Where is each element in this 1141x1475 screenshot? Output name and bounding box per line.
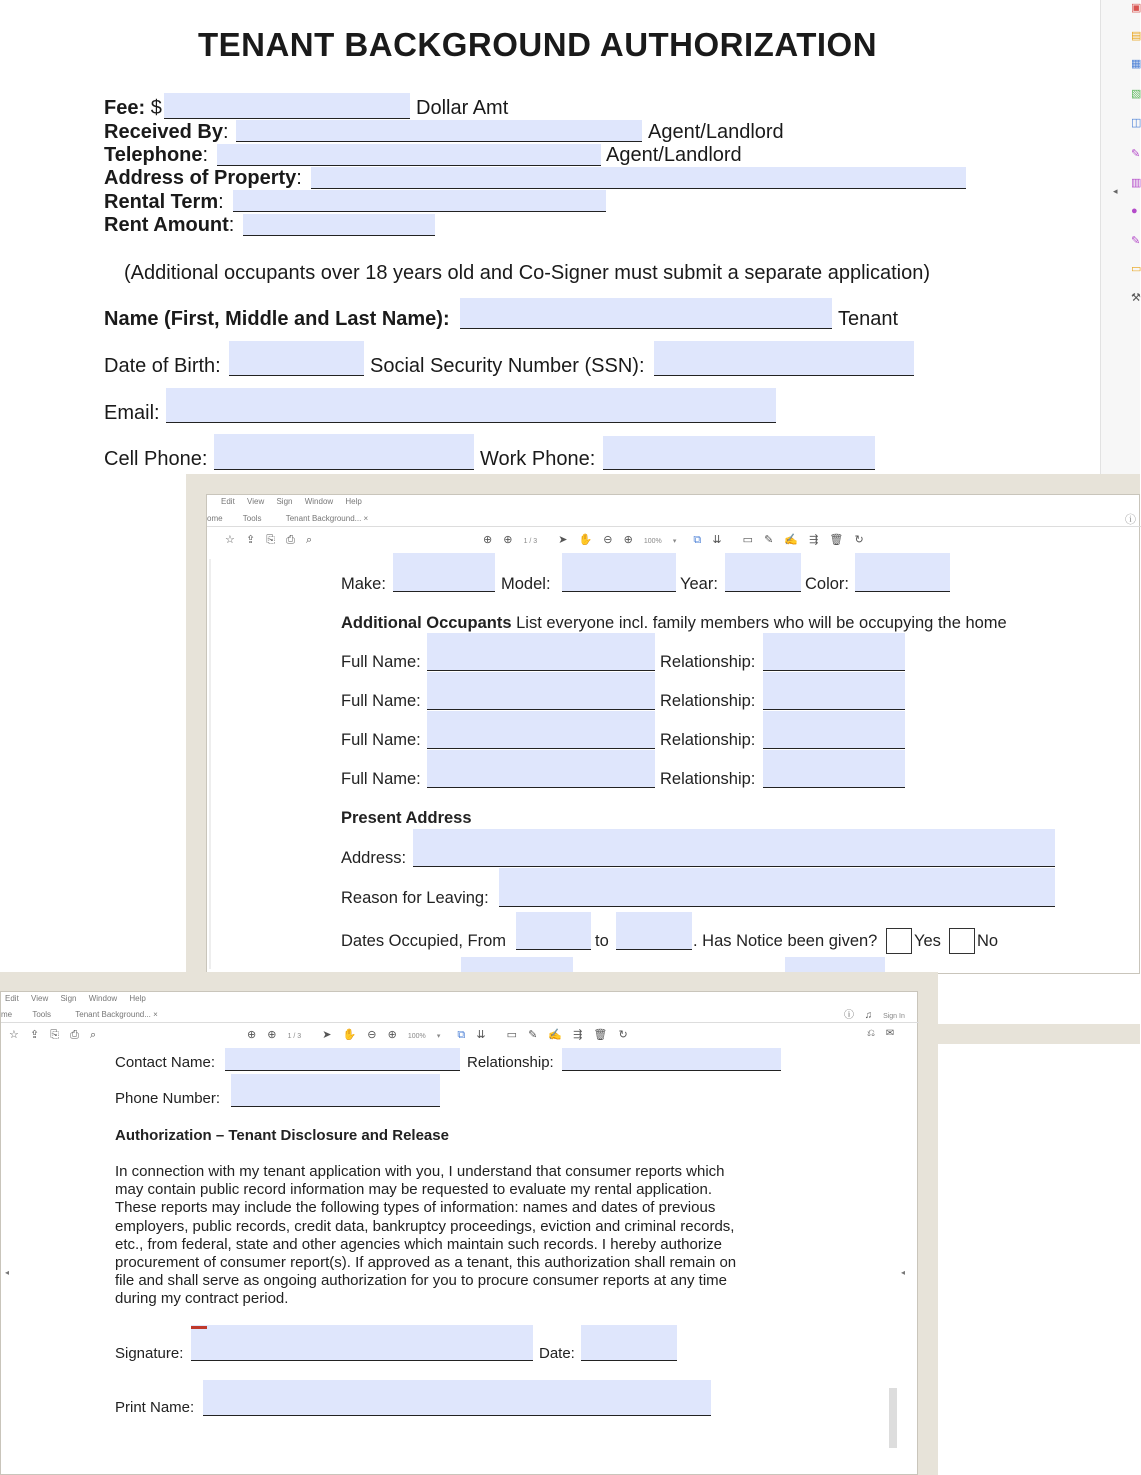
page-indicator[interactable]: 1 / 3 [523,538,538,545]
telephone-label: Telephone: [104,144,209,166]
menu-help[interactable]: Help [129,994,146,1003]
hand-tool-icon[interactable]: ✋ [342,1029,357,1041]
zoom-level[interactable]: 100% [407,1033,426,1040]
pen-icon[interactable]: ✎ [764,534,774,546]
occupant-relationship-label: Relationship: [660,731,756,749]
help-icon[interactable]: ⓘ [1125,514,1136,526]
tenant-name-label: Name (First, Middle and Last Name): [104,308,450,330]
menu-window[interactable]: Window [304,497,334,506]
comment-tool-icon[interactable]: ▭ [742,534,754,546]
window3 [0,991,918,1475]
year-label: Year: [680,575,718,593]
share-icon[interactable]: ⇶ [573,1029,583,1041]
bell-icon[interactable]: ♫ [864,1010,873,1021]
send-icon[interactable]: ● [1131,205,1138,217]
fee-field[interactable] [164,93,410,119]
contact-name-label: Contact Name: [115,1054,216,1071]
occupant-relationship-label: Relationship: [660,653,756,671]
collapse-left-icon[interactable]: ◂ [5,1268,10,1277]
page-title: TENANT BACKGROUND AUTHORIZATION [197,26,878,63]
delete-icon[interactable]: 🗑 [829,534,844,546]
occupant-relationship-field[interactable] [763,672,905,710]
rotate-icon[interactable]: ↻ [618,1029,628,1041]
zoom-level[interactable]: 100% [643,538,662,545]
color-label: Color: [805,575,850,593]
zoom-dropdown-icon[interactable]: ▾ [436,1033,441,1040]
fee-suffix: Dollar Amt [416,97,509,119]
fee-label: Fee: $ [104,97,162,119]
occupant-relationship-label: Relationship: [660,770,756,788]
additional-occupants-note: (Additional occupants over 18 years old and Co-Signer must submit a separate application) [124,262,930,284]
zoom-out-icon[interactable]: ⊖ [367,1029,377,1041]
telephone-field[interactable] [217,144,601,166]
no-checkbox[interactable] [949,928,975,954]
window2-nav-toolbar [483,533,872,547]
auth-line: during my contract period. [115,1290,289,1308]
delete-icon[interactable]: 🗑 [593,1029,608,1041]
collapse-panel-icon[interactable]: ◂ [1113,186,1118,196]
occupant-name-field[interactable] [427,672,655,710]
date-to-field[interactable] [616,912,692,950]
print-icon[interactable]: ⎙ [286,534,295,546]
no-label: No [977,932,999,950]
occupant-name-label: Full Name: [341,770,421,788]
occupant-name-field[interactable] [427,711,655,749]
fit-page-icon[interactable]: ⧉ [693,534,702,546]
address-of-property-label: Address of Property: [104,167,302,189]
occupant-name-field[interactable] [427,750,655,788]
zoom-dropdown-icon[interactable]: ▾ [672,538,677,545]
tab-home[interactable]: me [1,1010,13,1019]
print-name-label: Print Name: [115,1399,195,1416]
ssn-field[interactable] [654,341,914,376]
help-icon[interactable]: ⓘ [844,1010,854,1021]
window3-left-toolbar [9,1028,104,1042]
zoom-out-icon[interactable]: ⊖ [603,534,613,546]
occupant-name-label: Full Name: [341,731,421,749]
tenant-suffix: Tenant [838,308,899,330]
next-page-icon[interactable]: ⊕ [267,1029,277,1041]
star-icon[interactable]: ☆ [225,534,235,546]
collapse-right-icon[interactable]: ◂ [901,1268,906,1277]
rental-term-label: Rental Term: [104,191,224,213]
menu-sign[interactable]: Sign [60,994,77,1003]
scroll-mode-icon[interactable]: ⇊ [476,1029,486,1041]
print-name-field[interactable] [203,1380,711,1416]
page-indicator[interactable]: 1 / 3 [287,1033,302,1040]
select-tool-icon[interactable]: ➤ [558,534,568,546]
to-label: to [595,932,609,950]
cell-phone-label: Cell Phone: [104,448,208,470]
window2-bottom-frame [938,1024,1140,1044]
tab-document[interactable]: Tenant Background... × [75,1010,158,1019]
upload-icon[interactable]: ⇪ [245,534,256,546]
auth-line: In connection with my tenant application with you, I understand that consumer reports which [115,1163,725,1180]
work-phone-label: Work Phone: [480,448,596,470]
menu-sign[interactable]: Sign [276,497,293,506]
mail-icon[interactable]: ✉ [885,1028,895,1039]
tab-tools[interactable]: Tools [32,1010,52,1019]
signature-label: Signature: [115,1345,184,1362]
prev-page-icon[interactable]: ⊕ [247,1029,257,1041]
auth-line: etc., from federal, state and other agencies which maintain such records. I hereby authorize [115,1235,722,1253]
occupant-name-field[interactable] [427,633,655,671]
share-link-icon[interactable]: ⎌ [867,1028,875,1039]
zoom-in-icon[interactable]: ⊕ [387,1029,397,1041]
occupant-name-label: Full Name: [341,653,421,671]
menu-edit[interactable]: Edit [221,497,235,506]
window2-left-edge [209,559,211,969]
star-icon[interactable]: ☆ [9,1029,19,1041]
next-page-icon[interactable]: ⊕ [503,534,513,546]
auth-line: may contain public record information may be requested to evaluate my rental application. [115,1181,712,1199]
right-tools-panel [1100,0,1140,476]
edit-pdf-icon[interactable]: ▧ [1131,88,1141,100]
email-field[interactable] [166,388,776,423]
prev-page-icon[interactable]: ⊕ [483,534,493,546]
more-tools-icon[interactable]: ▭ [1131,263,1141,275]
share-icon[interactable]: ⇶ [809,534,819,546]
tabbar-divider [207,526,1141,527]
dob-label: Date of Birth: [104,355,221,377]
authorization-heading: Authorization – Tenant Disclosure and Release [115,1127,449,1144]
make-field[interactable] [393,553,495,592]
notice-given-label: . Has Notice been given? [693,932,878,950]
model-label: Model: [501,575,551,593]
window2 [206,494,1140,974]
menu-help[interactable]: Help [345,497,362,506]
zoom-in-icon[interactable]: ⊕ [623,534,633,546]
dates-occupied-label: Dates Occupied, From [341,932,507,950]
received-by-field[interactable] [236,120,642,142]
occupant-relationship-field[interactable] [763,633,905,671]
dob-field[interactable] [229,341,364,376]
tab-document[interactable]: Tenant Background... × [285,514,369,523]
highlight-icon[interactable]: ✍ [784,534,799,546]
contact-name-field[interactable] [225,1048,460,1071]
auth-line: employers, public records, credit data, bankruptcy proceedings, eviction and criminal records, [115,1217,735,1235]
menu-edit[interactable]: Edit [5,994,19,1003]
comment-icon[interactable]: ▤ [1131,30,1141,42]
authorization-text [115,1163,775,1309]
tab-tools[interactable]: Tools [242,514,262,523]
comment-tool-icon[interactable]: ▭ [506,1029,518,1041]
ssn-label: Social Security Number (SSN): [370,355,645,377]
fill-sign-icon[interactable]: ✎ [1131,148,1141,160]
wrench-icon[interactable]: ⚒ [1131,292,1141,304]
search-icon[interactable]: ⌕ [305,534,313,546]
email-label: Email: [104,402,160,424]
yes-checkbox[interactable] [886,928,912,954]
tenant-name-field[interactable] [460,298,832,329]
window3-menubar [5,994,156,1003]
fit-page-icon[interactable]: ⧉ [457,1029,466,1041]
protect-icon[interactable]: ▥ [1131,177,1141,189]
occupant-relationship-field[interactable] [763,750,905,788]
window3-share-tools [867,1028,902,1039]
scroll-mode-icon[interactable]: ⇊ [712,534,722,546]
window2-menubar [221,497,372,506]
save-icon[interactable]: ⎘ [266,534,276,546]
window2-tabbar [207,514,378,523]
received-by-label: Received By: [104,121,229,143]
reason-for-leaving-field[interactable] [499,868,1055,907]
work-phone-field[interactable] [603,436,875,470]
tabbar-divider [1,1022,919,1023]
model-field[interactable] [562,553,676,592]
auth-line: file and shall serve as ongoing authorization for you to procure consumer reports at any time [115,1272,727,1290]
occupant-relationship-field[interactable] [763,711,905,749]
received-by-suffix: Agent/Landlord [648,121,784,143]
occupant-name-label: Full Name: [341,692,421,710]
pen-icon[interactable]: ✎ [528,1029,538,1041]
address-field[interactable] [413,829,1055,867]
upload-icon[interactable]: ⇪ [29,1029,40,1041]
window2-left-toolbar [225,533,320,547]
yes-label: Yes [914,932,941,950]
window3-tabbar [1,1010,168,1019]
year-field[interactable] [725,553,801,592]
relationship-label: Relationship: [467,1054,554,1071]
contact-relationship-field[interactable] [562,1048,781,1071]
window3-nav-toolbar [247,1028,636,1042]
rent-amount-label: Rent Amount: [104,214,235,236]
color-field[interactable] [855,553,950,592]
phone-number-field[interactable] [231,1074,440,1107]
highlight-icon[interactable]: ✍ [548,1029,563,1041]
date-label: Date: [539,1345,575,1362]
select-tool-icon[interactable]: ➤ [322,1029,332,1041]
window3-top-right [844,1006,913,1021]
hand-tool-icon[interactable]: ✋ [578,534,593,546]
search-icon[interactable]: ⌕ [89,1029,97,1041]
date-from-field[interactable] [516,912,591,950]
sign-in-link[interactable]: Sign In [883,1013,905,1020]
date-field[interactable] [581,1325,677,1361]
auth-line: procurement of consumer report(s). If approved as a tenant, this authorization shall remain on [115,1254,737,1272]
occupant-relationship-label: Relationship: [660,692,756,710]
signature-field[interactable] [191,1325,533,1361]
present-address-heading: Present Address [341,809,472,827]
address-label: Address: [341,849,407,867]
tab-home[interactable]: ome [207,514,223,523]
organize-icon[interactable]: ▦ [1131,58,1141,70]
print-icon[interactable]: ⎙ [70,1029,79,1041]
rotate-icon[interactable]: ↻ [854,534,864,546]
export-pdf-icon[interactable]: ▣ [1131,2,1141,14]
sign-here-marker-icon [191,1326,207,1329]
make-label: Make: [341,575,386,593]
cell-phone-field[interactable] [214,434,474,470]
rent-amount-field[interactable] [243,214,435,236]
auth-line: These reports may include the following types of information: names and dates of previous [115,1199,716,1217]
menu-window[interactable]: Window [88,994,118,1003]
sign-icon[interactable]: ✎ [1131,235,1141,247]
scrollbar[interactable] [889,1388,897,1448]
create-pdf-icon[interactable]: ◫ [1131,117,1141,129]
menu-view[interactable]: View [31,994,49,1003]
rental-term-field[interactable] [233,190,606,212]
phone-number-label: Phone Number: [115,1090,221,1107]
reason-for-leaving-label: Reason for Leaving: [341,889,489,907]
form-page-1 [0,0,1140,480]
occupants-heading: Additional Occupants List everyone incl. family members who will be occupying the home [341,614,1007,632]
save-icon[interactable]: ⎘ [50,1029,60,1041]
menu-view[interactable]: View [247,497,265,506]
address-of-property-field[interactable] [311,167,966,189]
telephone-suffix: Agent/Landlord [606,144,742,166]
